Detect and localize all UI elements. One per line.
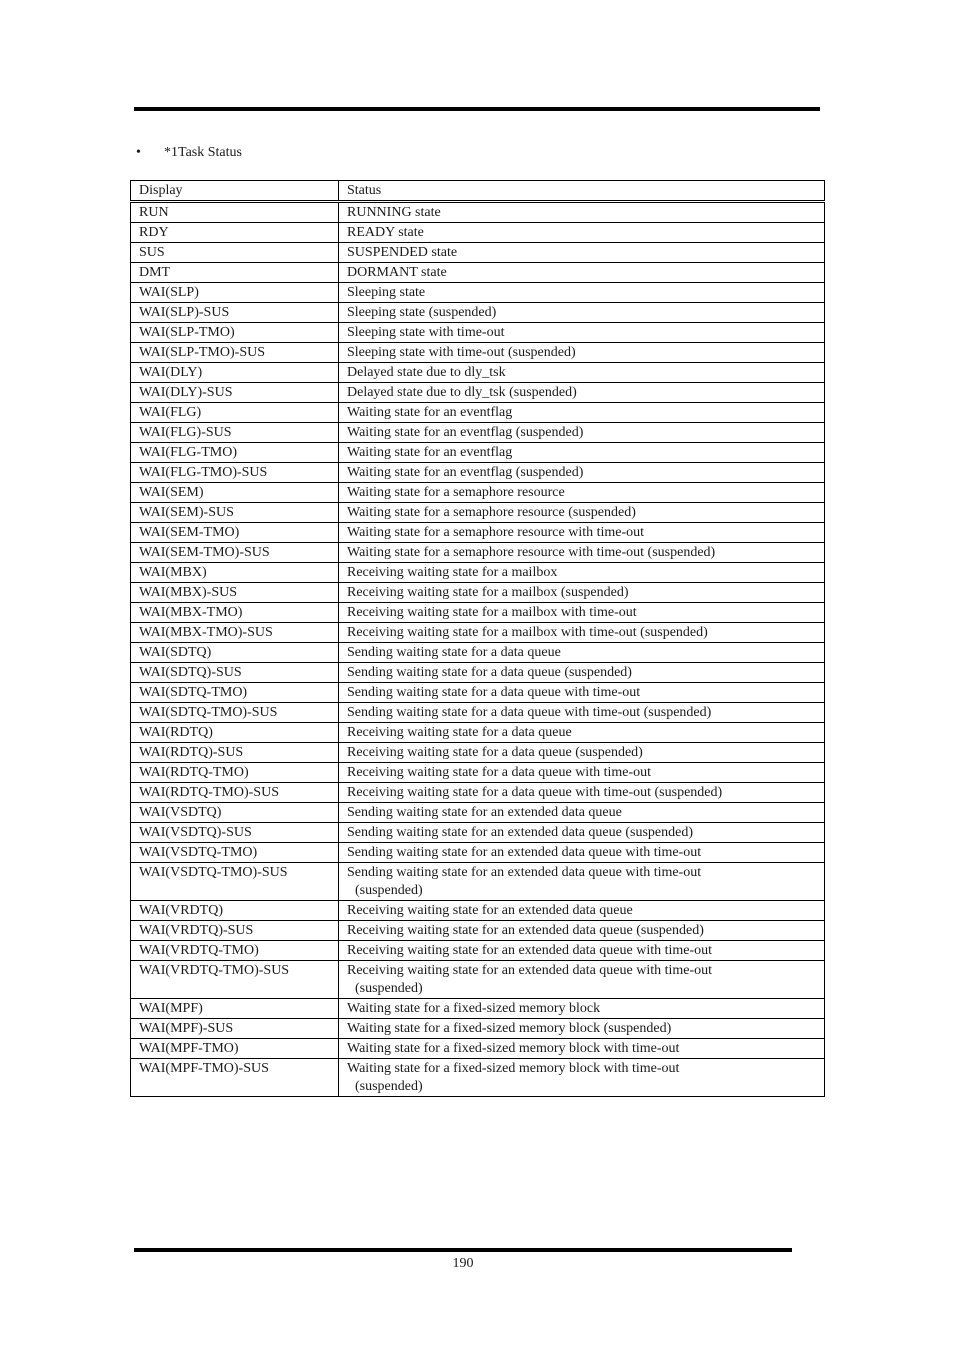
status-cell: Sending waiting state for an extended data queue: [339, 803, 825, 823]
display-cell: WAI(VSDTQ): [131, 803, 339, 823]
display-cell: WAI(SLP)-SUS: [131, 303, 339, 323]
status-text-continued: (suspended): [355, 883, 423, 898]
table-row: [131, 363, 825, 383]
display-cell: WAI(VRDTQ): [131, 901, 339, 921]
table-row: [131, 1019, 825, 1039]
status-cell: Sending waiting state for an extended data queue with time-out: [339, 843, 825, 863]
display-cell: WAI(SLP-TMO): [131, 323, 339, 343]
display-cell: WAI(MBX-TMO): [131, 603, 339, 623]
display-cell: WAI(SEM-TMO)-SUS: [131, 543, 339, 563]
table-row: [131, 283, 825, 303]
table-header-row: [131, 181, 825, 202]
display-cell: WAI(SDTQ-TMO)-SUS: [131, 703, 339, 723]
display-cell: WAI(MPF)-SUS: [131, 1019, 339, 1039]
status-text: Sending waiting state for an extended data queue with time-out: [347, 865, 702, 880]
section-heading: [136, 144, 242, 162]
table-row: [131, 323, 825, 343]
display-cell: WAI(SEM): [131, 483, 339, 503]
table-row: [131, 901, 825, 921]
display-cell: WAI(SEM-TMO): [131, 523, 339, 543]
table-row: [131, 463, 825, 483]
table-row: [131, 223, 825, 243]
display-cell: WAI(VRDTQ-TMO): [131, 941, 339, 961]
display-cell: WAI(RDTQ-TMO)-SUS: [131, 783, 339, 803]
status-cell: Receiving waiting state for an extended data queue: [339, 901, 825, 921]
status-cell: Receiving waiting state for a mailbox with time-out (suspended): [339, 623, 825, 643]
status-cell: Receiving waiting state for a mailbox with time-out: [339, 603, 825, 623]
display-cell: WAI(VSDTQ-TMO): [131, 843, 339, 863]
table-row: [131, 423, 825, 443]
display-cell: WAI(RDTQ): [131, 723, 339, 743]
display-cell: WAI(FLG-TMO)-SUS: [131, 463, 339, 483]
status-cell: Sending waiting state for a data queue (suspended): [339, 663, 825, 683]
table-row: [131, 863, 825, 901]
status-cell: Waiting state for a semaphore resource: [339, 483, 825, 503]
display-cell: WAI(VSDTQ-TMO)-SUS: [131, 863, 339, 901]
status-cell: Sending waiting state for an extended data queue (suspended): [339, 823, 825, 843]
display-cell: WAI(SEM)-SUS: [131, 503, 339, 523]
status-cell: Sending waiting state for a data queue: [339, 643, 825, 663]
table-row: [131, 999, 825, 1019]
status-cell: Sending waiting state for a data queue with time-out: [339, 683, 825, 703]
display-cell: WAI(MPF-TMO): [131, 1039, 339, 1059]
status-cell: READY state: [339, 223, 825, 243]
status-text: Waiting state for a fixed-sized memory block with time-out: [347, 1061, 680, 1076]
display-cell: WAI(MBX-TMO)-SUS: [131, 623, 339, 643]
status-cell: Sending waiting state for a data queue with time-out (suspended): [339, 703, 825, 723]
display-cell: RUN: [131, 202, 339, 223]
status-cell: Waiting state for a fixed-sized memory block with time-out: [339, 1039, 825, 1059]
column-header-status: Status: [339, 181, 825, 202]
status-text: Receiving waiting state for an extended data queue with time-out: [347, 963, 713, 978]
display-cell: WAI(MPF-TMO)-SUS: [131, 1059, 339, 1097]
display-cell: WAI(SLP-TMO)-SUS: [131, 343, 339, 363]
table-row: [131, 443, 825, 463]
table-row: [131, 243, 825, 263]
table-row: [131, 803, 825, 823]
bullet-icon: •: [136, 145, 141, 160]
status-cell: Waiting state for an eventflag (suspended): [339, 463, 825, 483]
page-number: 190: [452, 1256, 474, 1271]
display-cell: WAI(FLG)-SUS: [131, 423, 339, 443]
display-cell: WAI(RDTQ-TMO): [131, 763, 339, 783]
display-cell: WAI(MBX): [131, 563, 339, 583]
status-cell: Waiting state for an eventflag (suspended): [339, 423, 825, 443]
status-cell: Waiting state for a fixed-sized memory block: [339, 999, 825, 1019]
display-cell: WAI(MBX)-SUS: [131, 583, 339, 603]
display-cell: DMT: [131, 263, 339, 283]
status-cell: Delayed state due to dly_tsk (suspended): [339, 383, 825, 403]
display-cell: WAI(SDTQ)-SUS: [131, 663, 339, 683]
table-row: [131, 823, 825, 843]
status-cell: SUSPENDED state: [339, 243, 825, 263]
status-cell: Receiving waiting state for a data queue with time-out: [339, 763, 825, 783]
table-row: [131, 723, 825, 743]
display-cell: WAI(VRDTQ)-SUS: [131, 921, 339, 941]
table-row: [131, 743, 825, 763]
table-row: [131, 583, 825, 603]
status-cell: Sleeping state: [339, 283, 825, 303]
status-cell: Receiving waiting state for a data queue with time-out (suspended): [339, 783, 825, 803]
table-row: [131, 683, 825, 703]
status-cell: Receiving waiting state for a mailbox (suspended): [339, 583, 825, 603]
status-cell: RUNNING state: [339, 202, 825, 223]
display-cell: WAI(MPF): [131, 999, 339, 1019]
table-row: [131, 623, 825, 643]
display-cell: WAI(VRDTQ-TMO)-SUS: [131, 961, 339, 999]
status-cell: Sleeping state (suspended): [339, 303, 825, 323]
table-body: [131, 202, 825, 1097]
display-cell: WAI(SDTQ): [131, 643, 339, 663]
display-cell: WAI(FLG-TMO): [131, 443, 339, 463]
display-cell: SUS: [131, 243, 339, 263]
display-cell: WAI(DLY)-SUS: [131, 383, 339, 403]
table-row: [131, 503, 825, 523]
header-rule: [134, 107, 820, 111]
section-title: *1Task Status: [164, 145, 242, 160]
status-text-continued: (suspended): [355, 1079, 423, 1094]
status-cell: Delayed state due to dly_tsk: [339, 363, 825, 383]
status-cell: Receiving waiting state for a data queue: [339, 723, 825, 743]
display-cell: WAI(RDTQ)-SUS: [131, 743, 339, 763]
footer-rule: [134, 1248, 792, 1252]
status-cell: Waiting state for a semaphore resource (suspended): [339, 503, 825, 523]
status-cell: Waiting state for a fixed-sized memory block (suspended): [339, 1019, 825, 1039]
status-cell: Waiting state for an eventflag: [339, 443, 825, 463]
status-cell: Waiting state for a semaphore resource with time-out: [339, 523, 825, 543]
table-row: [131, 783, 825, 803]
table-row: [131, 921, 825, 941]
table-row: [131, 523, 825, 543]
table-row: [131, 383, 825, 403]
status-cell: Receiving waiting state for a data queue (suspended): [339, 743, 825, 763]
table-row: [131, 563, 825, 583]
status-cell: Sleeping state with time-out (suspended): [339, 343, 825, 363]
status-cell: Receiving waiting state for an extended data queue (suspended): [339, 921, 825, 941]
table-row: [131, 202, 825, 223]
column-header-display: Display: [131, 181, 339, 202]
status-cell: [339, 1059, 825, 1097]
status-cell: Sleeping state with time-out: [339, 323, 825, 343]
task-status-table: [130, 180, 825, 1097]
table-row: [131, 403, 825, 423]
table-row: [131, 843, 825, 863]
display-cell: WAI(FLG): [131, 403, 339, 423]
table-row: [131, 961, 825, 999]
table-row: [131, 1059, 825, 1097]
table-row: [131, 343, 825, 363]
table-row: [131, 941, 825, 961]
table-row: [131, 543, 825, 563]
table-row: [131, 603, 825, 623]
table-row: [131, 483, 825, 503]
status-cell: [339, 863, 825, 901]
display-cell: WAI(DLY): [131, 363, 339, 383]
table-row: [131, 703, 825, 723]
table-row: [131, 663, 825, 683]
status-cell: Receiving waiting state for an extended data queue with time-out: [339, 941, 825, 961]
status-cell: Waiting state for an eventflag: [339, 403, 825, 423]
display-cell: RDY: [131, 223, 339, 243]
table-row: [131, 263, 825, 283]
status-cell: Receiving waiting state for a mailbox: [339, 563, 825, 583]
display-cell: WAI(VSDTQ)-SUS: [131, 823, 339, 843]
table-row: [131, 643, 825, 663]
status-cell: DORMANT state: [339, 263, 825, 283]
display-cell: WAI(SDTQ-TMO): [131, 683, 339, 703]
table-row: [131, 303, 825, 323]
status-cell: [339, 961, 825, 999]
display-cell: WAI(SLP): [131, 283, 339, 303]
table-row: [131, 763, 825, 783]
status-cell: Waiting state for a semaphore resource with time-out (suspended): [339, 543, 825, 563]
table-row: [131, 1039, 825, 1059]
status-text-continued: (suspended): [355, 981, 423, 996]
